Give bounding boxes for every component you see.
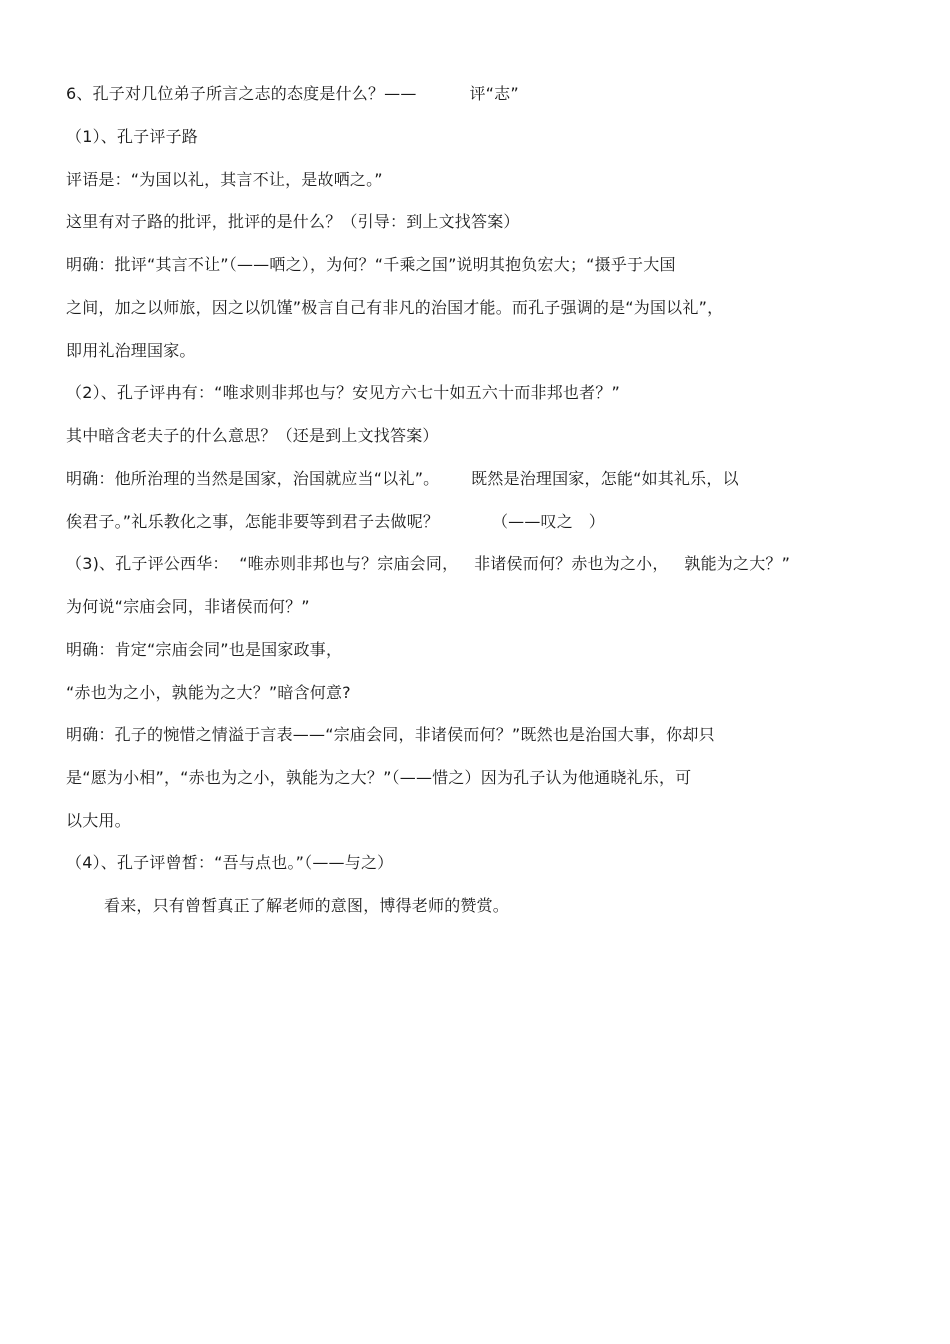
section-2-heading: （2）、孔子评冉有：“唯求则非邦也与？安见方六七十如五六十而非邦也者？” <box>66 383 620 402</box>
paragraph-line: 以大用。 <box>66 811 131 830</box>
paragraph-line: 明确：孔子的惋惜之情溢于言表——“宗庙会同，非诸侯而何？”既然也是治国大事，你却只 <box>66 725 715 744</box>
section-3-heading: （3)、孔子评公西华： “唯赤则非邦也与？宗庙会同， 非诸侯而何？赤也为之小， 孰能为之大？” <box>66 554 791 573</box>
paragraph-line: 即用礼治理国家。 <box>66 341 196 360</box>
paragraph-line: 为何说“宗庙会同，非诸侯而何？” <box>66 597 310 616</box>
paragraph-line: 是“愿为小相”，“赤也为之小，孰能为之大？”（——惜之）因为孔子认为他通晓礼乐，可 <box>66 768 692 787</box>
paragraph-line: 其中暗含老夫子的什么意思？（还是到上文找答案） <box>66 426 439 445</box>
paragraph-line: 俟君子。”礼乐教化之事，怎能非要等到君子去做呢？ （——叹之 ） <box>66 512 606 531</box>
section-1-heading: （1）、孔子评子路 <box>66 127 198 146</box>
paragraph-line: “赤也为之小，孰能为之大？”暗含何意? <box>66 683 351 702</box>
conclusion-line: 看来，只有曾皙真正了解老师的意图，博得老师的赞赏。 <box>104 896 510 915</box>
paragraph-line: 明确：肯定“宗庙会同”也是国家政事， <box>66 640 343 659</box>
question-heading: 6、孔子对几位弟子所言之志的态度是什么？—— 评“志” <box>66 84 519 103</box>
section-4-heading: （4）、孔子评曾皙：“吾与点也。”（——与之） <box>66 853 394 872</box>
paragraph-line: 这里有对子路的批评，批评的是什么？（引导：到上文找答案） <box>66 212 520 231</box>
paragraph-line: 之间，加之以师旅，因之以饥馑”极言自己有非凡的治国才能。而孔子强调的是“为国以礼”， <box>66 298 724 317</box>
paragraph-line: 评语是：“为国以礼，其言不让，是故哂之。” <box>66 170 383 189</box>
paragraph-line: 明确：批评“其言不让”（——哂之），为何？“千乘之国”说明其抱负宏大；“摄乎于大国 <box>66 255 676 274</box>
paragraph-line: 明确：他所治理的当然是国家，治国就应当“以礼”。 既然是治理国家，怎能“如其礼乐，以 <box>66 469 739 488</box>
